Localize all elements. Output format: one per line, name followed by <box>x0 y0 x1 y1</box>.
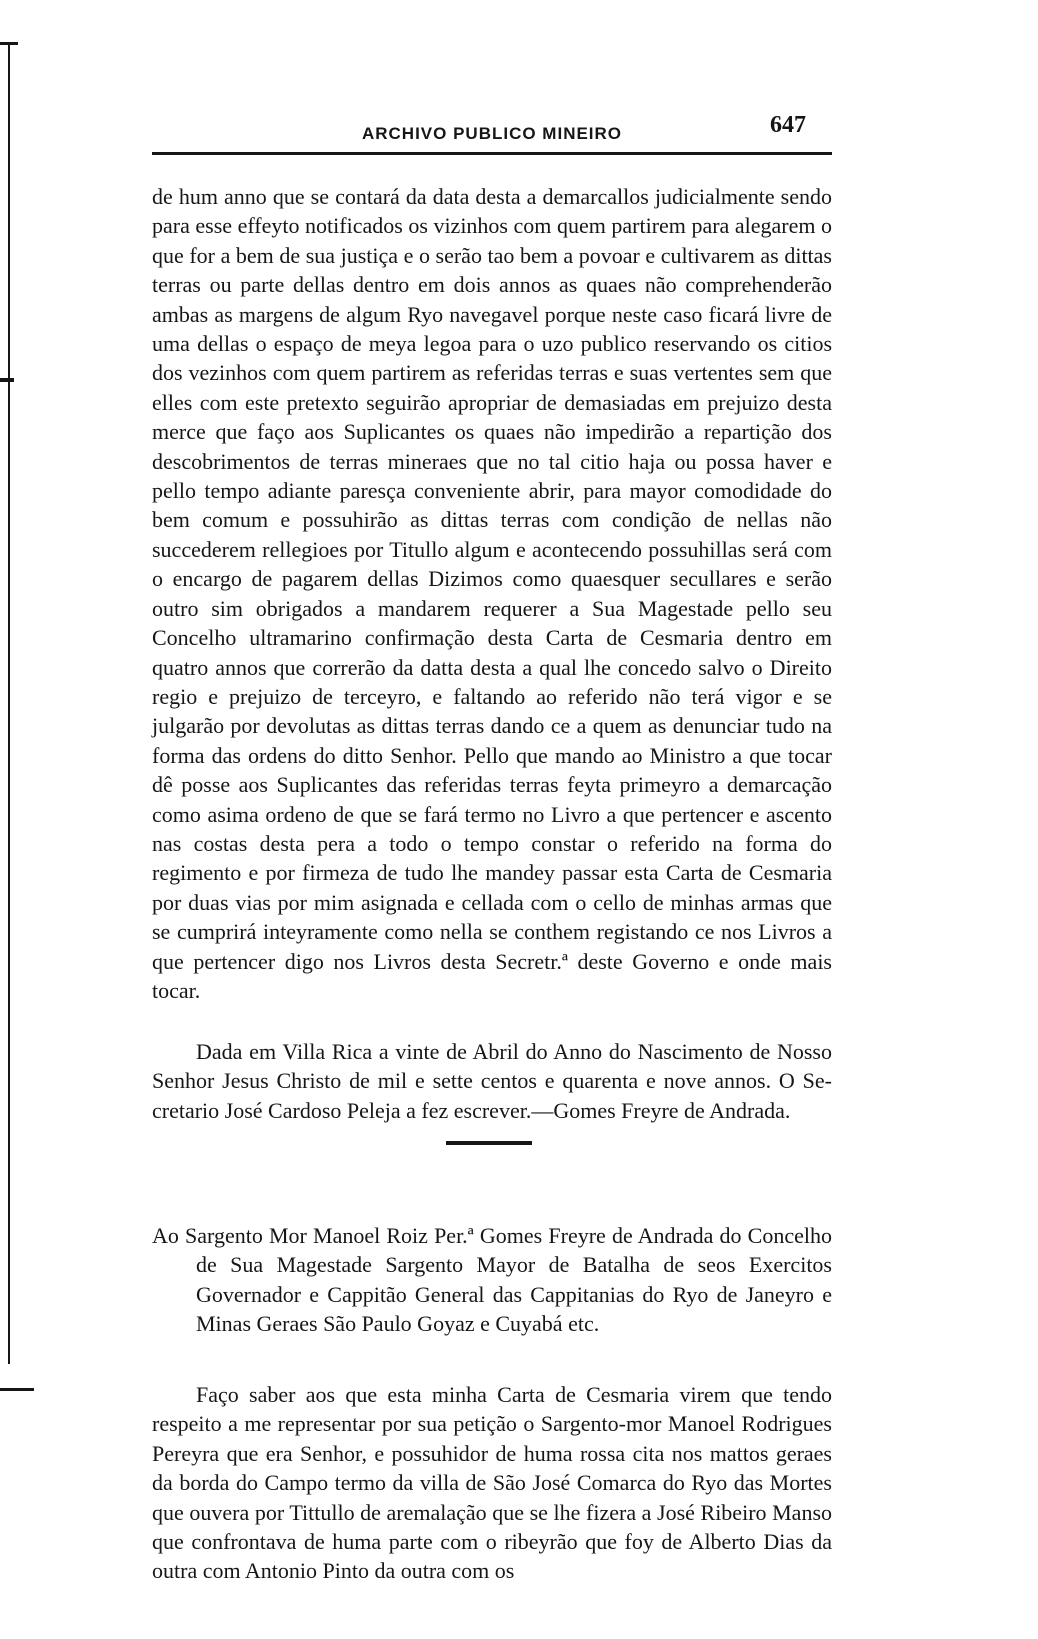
address-paragraph: Ao Sargento Mor Manoel Roiz Per.ª Gomes Freyre de Andrada do Concelho de Sua Magestade Sargento Mayor de Batalha de seos Exercitos Governador e Cappitão General das Cappitanias do Ryo de Janeyro e Minas Geraes São Paulo Goyaz e Cuyabá etc. <box>152 1223 832 1337</box>
scan-edge-mark-middle <box>0 378 14 382</box>
page-number: 647 <box>770 112 806 138</box>
continued-paragraph-block <box>152 182 832 1005</box>
page-header <box>152 112 832 158</box>
scan-edge-mark-bottom <box>0 1388 34 1391</box>
body-paragraph-block <box>152 1380 832 1586</box>
body-paragraph: Faço saber aos que esta minha Carta de Cesmaria virem que tendo respeito a me representar por sua petição o Sargento-mor Manoel Rodrigues Pereyra que era Senhor, e possuhidor de huma rossa cita nos mattos geraes da borda do Campo termo da villa de São José Comarca do Ryo das Mortes que ouvera por Tittullo de aremalação que se lhe fizera a José Ribeiro Manso que confrontava de huma parte com o ribeyrão que foy de Alberto Dias da outra com Antonio Pinto da outra com os <box>152 1382 832 1584</box>
section-divider <box>446 1141 532 1145</box>
closing-paragraph-block <box>152 1037 832 1125</box>
closing-paragraph: Dada em Villa Rica a vinte de Abril do Anno do Nascimento de Nosso Senhor Jesus Christo de mil e sette centos e quarenta e nove annos. O Secretario José Cardoso Peleja a fez escrever.—Gomes Freyre de Andrada. <box>152 1039 832 1123</box>
address-paragraph-block <box>152 1221 832 1339</box>
scan-edge-line <box>8 44 10 1364</box>
continued-paragraph: de hum anno que se contará da data desta a demarcallos judicialmente sendo para esse effeyto notificados os vizinhos com quem partirem para alegarem o que for a bem de sua justiça e o serão tao bem a povoar e cultivarem as dittas terras ou parte dellas dentro em dois annos as quaes não comprehenderão ambas as margens de algum Ryo navegavel porque neste caso ficará livre de uma dellas o espaço de meya legoa para o uzo publico reservando os citios dos vezinhos com quem partirem as referidas terras e suas vertentes sem que elles com este pretexto seguirão apropriar de demasiadas em prejuizo desta merce que faço aos Suplicantes os quaes não impedirão a repartição dos descobrimentos de terras mineraes que no tal citio haja ou possa haver e pello tempo adiante paresça conveniente abrir, para mayor comodidade do bem comum e possuhirão as dittas terras com condição de nellas não succederem rellegioes por Titullo algum e acontecendo possuhillas será com o encargo de pagarem dellas Dizimos como quaesquer secullares e serão outro sim obrigados a mandarem requerer a Sua Magestade pello seu Concelho ultramarino confirmação desta Carta de Cesmaria dentro em quatro annos que correrão da datta desta a qual lhe concedo salvo o Direito regio e prejuizo de terceyro, e faltando ao referido não terá vigor e se julgarão por devolutas as dittas terras dando ce a quem as denunciar tudo na forma das ordens do ditto Senhor. Pello que mando ao Ministro a que tocar dê posse aos Suplicantes das referidas terras feyta primeyro a demarcação como asima ordeno de que se fará termo no Livro a que pertencer e ascento nas costas desta pera a todo o tempo constar o referido na forma do regimento e por firmeza de tudo lhe mandey passar esta Carta de Cesmaria por duas vias por mim asignada e cellada com o cello de minhas armas que se cumprirá inteyramente como nella se conthem registando ce nos Livros a que pertencer digo nos Livros desta Secretr.ª deste Governo e onde mais tocar. <box>152 184 832 1003</box>
header-rule <box>152 152 832 155</box>
running-title: ARCHIVO PUBLICO MINEIRO <box>361 124 623 143</box>
